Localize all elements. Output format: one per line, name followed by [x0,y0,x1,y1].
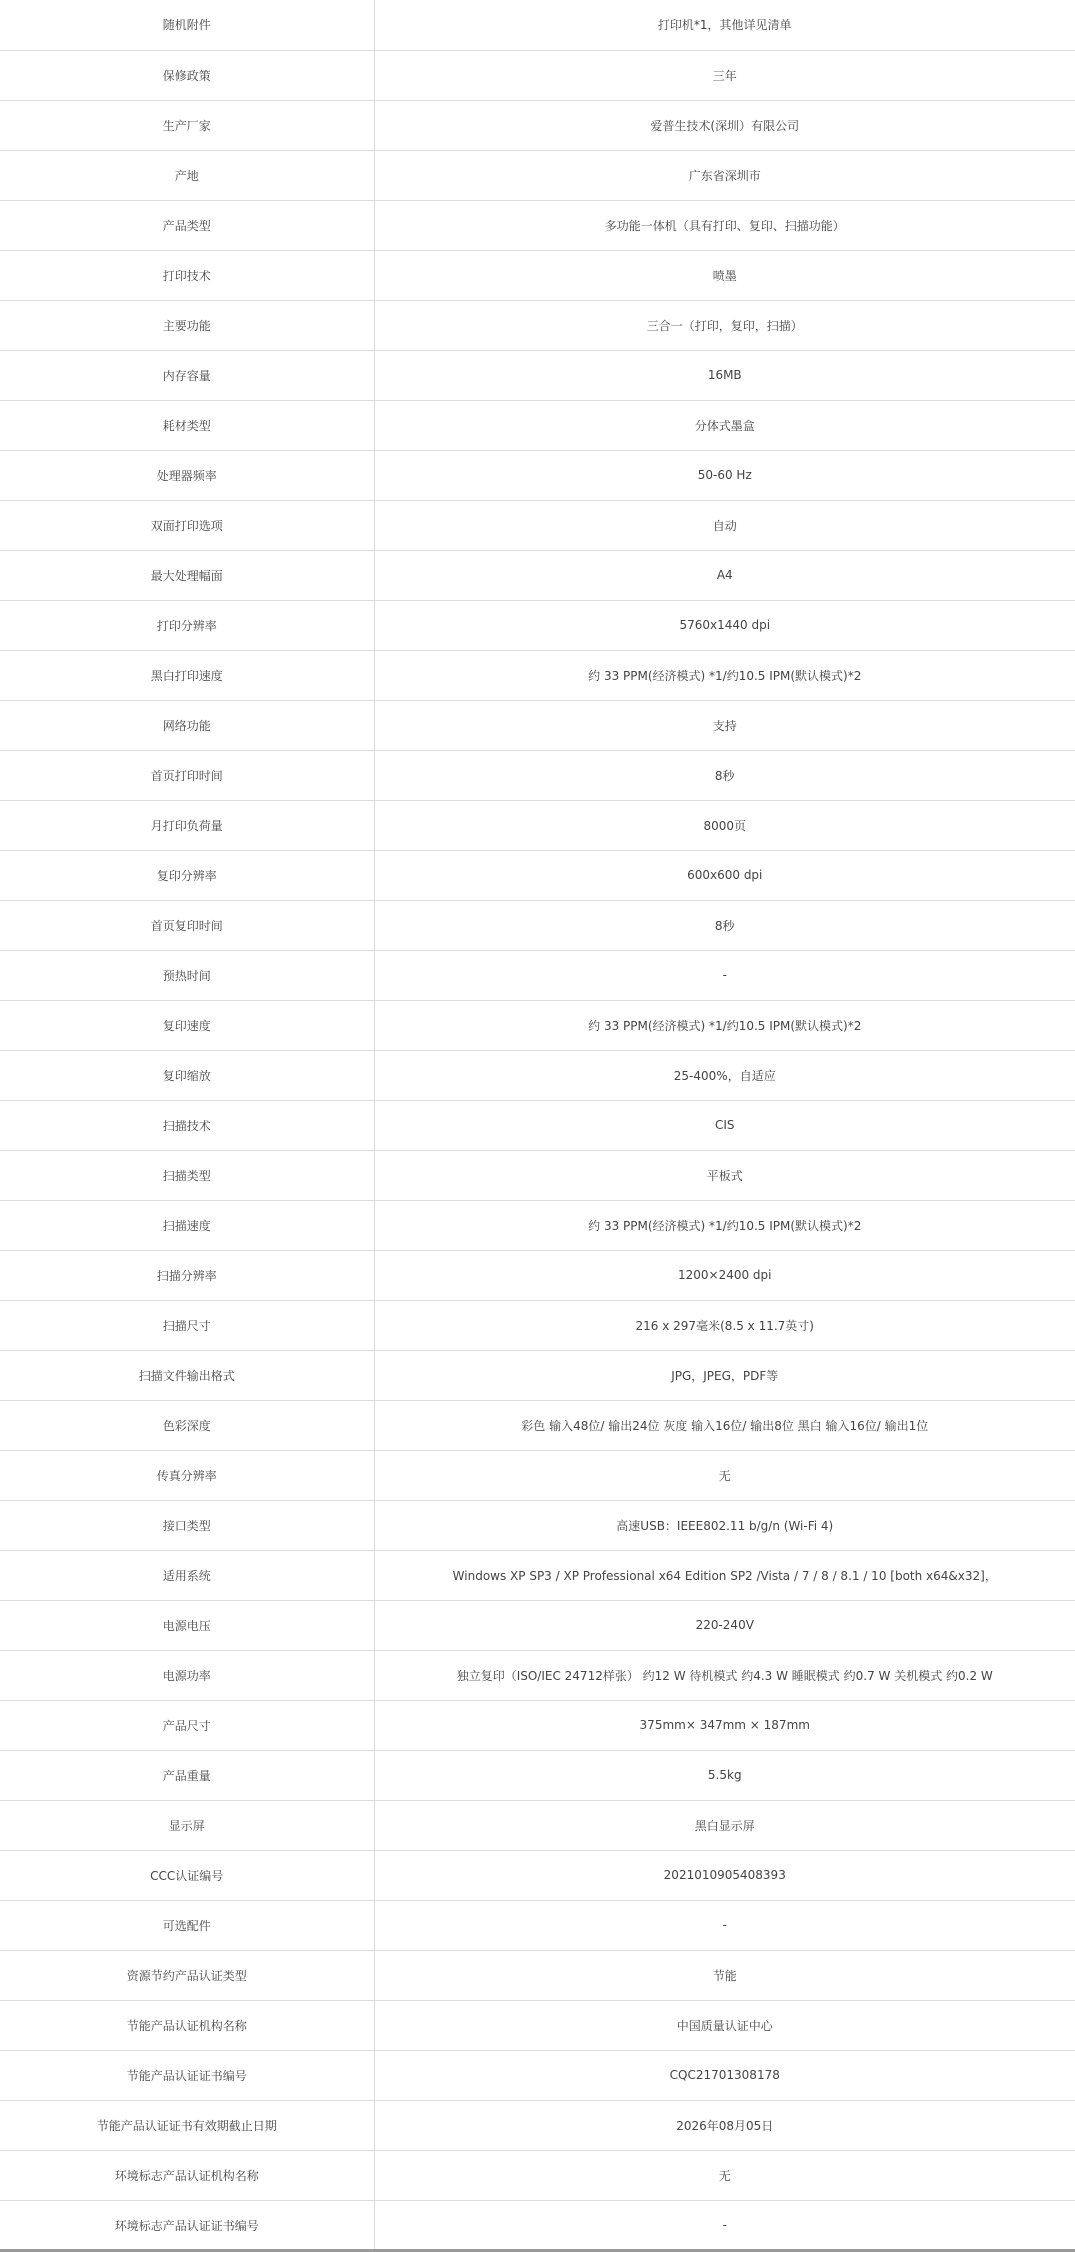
spec-label: 扫描尺寸 [0,1300,374,1350]
spec-row [0,300,1075,350]
spec-row [0,500,1075,550]
spec-row [0,850,1075,900]
spec-label: CCC认证编号 [0,1850,374,1900]
spec-label: 传真分辨率 [0,1450,374,1500]
spec-label: 扫描文件输出格式 [0,1350,374,1400]
spec-row [0,2100,1075,2150]
spec-row [0,1450,1075,1500]
spec-label: 节能产品认证机构名称 [0,2000,374,2050]
spec-value: 独立复印（ISO/IEC 24712样张） 约12 W 待机模式 约4.3 W 睡眠模式 约0.7 W 关机模式 约0.2 W [374,1650,1075,1700]
spec-label: 扫描类型 [0,1150,374,1200]
spec-label: 耗材类型 [0,400,374,450]
spec-value: 8秒 [374,750,1075,800]
spec-row [0,1400,1075,1450]
spec-value: 216 x 297毫米(8.5 x 11.7英寸) [374,1300,1075,1350]
spec-value: 1200×2400 dpi [374,1250,1075,1300]
spec-label: 资源节约产品认证类型 [0,1950,374,2000]
spec-row [0,0,1075,50]
spec-label: 月打印负荷量 [0,800,374,850]
spec-value: JPG，JPEG，PDF等 [374,1350,1075,1400]
spec-value: 无 [374,1450,1075,1500]
spec-row [0,1050,1075,1100]
spec-value: 无 [374,2150,1075,2200]
spec-value: 多功能一体机（具有打印、复印、扫描功能） [374,200,1075,250]
spec-label: 扫描分辨率 [0,1250,374,1300]
spec-row [0,350,1075,400]
spec-row [0,1100,1075,1150]
spec-value: 打印机*1，其他详见清单 [374,0,1075,50]
spec-row [0,1900,1075,1950]
spec-label: 打印分辨率 [0,600,374,650]
spec-value: 节能 [374,1950,1075,2000]
spec-row [0,2050,1075,2100]
spec-label: 复印缩放 [0,1050,374,1100]
spec-label: 随机附件 [0,0,374,50]
spec-value: 2021010905408393 [374,1850,1075,1900]
spec-row [0,600,1075,650]
spec-row [0,700,1075,750]
spec-label: 可选配件 [0,1900,374,1950]
spec-value: 支持 [374,700,1075,750]
spec-row [0,50,1075,100]
spec-label: 接口类型 [0,1500,374,1550]
spec-value: - [374,2200,1075,2250]
spec-label: 最大处理幅面 [0,550,374,600]
spec-row [0,1600,1075,1650]
spec-value: 25-400%，自适应 [374,1050,1075,1100]
spec-label: 产品重量 [0,1750,374,1800]
spec-row [0,150,1075,200]
spec-row [0,250,1075,300]
spec-label: 内存容量 [0,350,374,400]
spec-label: 节能产品认证证书有效期截止日期 [0,2100,374,2150]
spec-row [0,1000,1075,1050]
spec-label: 预热时间 [0,950,374,1000]
spec-value: 375mm× 347mm × 187mm [374,1700,1075,1750]
spec-value: CQC21701308178 [374,2050,1075,2100]
spec-value: 约 33 PPM(经济模式) *1/约10.5 IPM(默认模式)*2 [374,1200,1075,1250]
spec-label: 显示屏 [0,1800,374,1850]
spec-label: 环境标志产品认证机构名称 [0,2150,374,2200]
spec-row [0,550,1075,600]
spec-label: 适用系统 [0,1550,374,1600]
spec-row [0,100,1075,150]
spec-value: 分体式墨盒 [374,400,1075,450]
spec-value: - [374,950,1075,1000]
spec-label: 扫描技术 [0,1100,374,1150]
spec-row [0,2150,1075,2200]
spec-value: 约 33 PPM(经济模式) *1/约10.5 IPM(默认模式)*2 [374,1000,1075,1050]
spec-label: 扫描速度 [0,1200,374,1250]
spec-label: 产地 [0,150,374,200]
spec-row [0,1250,1075,1300]
spec-value: 彩色 输入48位/ 输出24位 灰度 输入16位/ 输出8位 黑白 输入16位/ 输出1位 [374,1400,1075,1450]
spec-row [0,900,1075,950]
spec-value: 平板式 [374,1150,1075,1200]
spec-row [0,1750,1075,1800]
spec-row [0,1950,1075,2000]
spec-row [0,200,1075,250]
spec-value: 220-240V [374,1600,1075,1650]
spec-row [0,1500,1075,1550]
spec-row [0,450,1075,500]
spec-value: 约 33 PPM(经济模式) *1/约10.5 IPM(默认模式)*2 [374,650,1075,700]
spec-row [0,1150,1075,1200]
spec-row [0,950,1075,1000]
spec-value: 8000页 [374,800,1075,850]
spec-value: 爱普生技术(深圳）有限公司 [374,100,1075,150]
spec-label: 首页打印时间 [0,750,374,800]
spec-label: 处理器频率 [0,450,374,500]
spec-value: 三年 [374,50,1075,100]
spec-label: 保修政策 [0,50,374,100]
spec-label: 节能产品认证证书编号 [0,2050,374,2100]
spec-value: 三合一（打印，复印，扫描） [374,300,1075,350]
spec-label: 网络功能 [0,700,374,750]
spec-row [0,800,1075,850]
spec-value: 广东省深圳市 [374,150,1075,200]
spec-value: 8秒 [374,900,1075,950]
spec-value: 喷墨 [374,250,1075,300]
spec-value: 5.5kg [374,1750,1075,1800]
spec-value: 高速USB：IEEE802.11 b/g/n (Wi-Fi 4) [374,1500,1075,1550]
spec-label: 生产厂家 [0,100,374,150]
spec-value: 2026年08月05日 [374,2100,1075,2150]
spec-label: 主要功能 [0,300,374,350]
spec-value: 600x600 dpi [374,850,1075,900]
spec-row [0,1650,1075,1700]
spec-label: 双面打印选项 [0,500,374,550]
spec-value: 50-60 Hz [374,450,1075,500]
spec-value: 16MB [374,350,1075,400]
spec-row [0,1550,1075,1600]
spec-label: 产品类型 [0,200,374,250]
spec-row [0,1700,1075,1750]
spec-row [0,1200,1075,1250]
spec-row [0,1850,1075,1900]
spec-row [0,1800,1075,1850]
spec-value: 5760x1440 dpi [374,600,1075,650]
spec-row [0,750,1075,800]
spec-value: 自动 [374,500,1075,550]
spec-row [0,650,1075,700]
spec-value: 黑白显示屏 [374,1800,1075,1850]
spec-label: 首页复印时间 [0,900,374,950]
spec-label: 打印技术 [0,250,374,300]
spec-value: - [374,1900,1075,1950]
spec-row [0,2000,1075,2050]
spec-value: A4 [374,550,1075,600]
spec-label: 产品尺寸 [0,1700,374,1750]
spec-row [0,1300,1075,1350]
spec-label: 电源电压 [0,1600,374,1650]
spec-row [0,1350,1075,1400]
spec-row [0,400,1075,450]
spec-row [0,2200,1075,2250]
spec-label: 黑白打印速度 [0,650,374,700]
spec-label: 电源功率 [0,1650,374,1700]
spec-value: CIS [374,1100,1075,1150]
spec-label: 复印分辨率 [0,850,374,900]
spec-label: 复印速度 [0,1000,374,1050]
spec-label: 环境标志产品认证证书编号 [0,2200,374,2250]
spec-value: 中国质量认证中心 [374,2000,1075,2050]
spec-value: Windows XP SP3 / XP Professional x64 Edition SP2 /Vista / 7 / 8 / 8.1 / 10 [both x64&x32]， [374,1550,1075,1600]
spec-label: 色彩深度 [0,1400,374,1450]
